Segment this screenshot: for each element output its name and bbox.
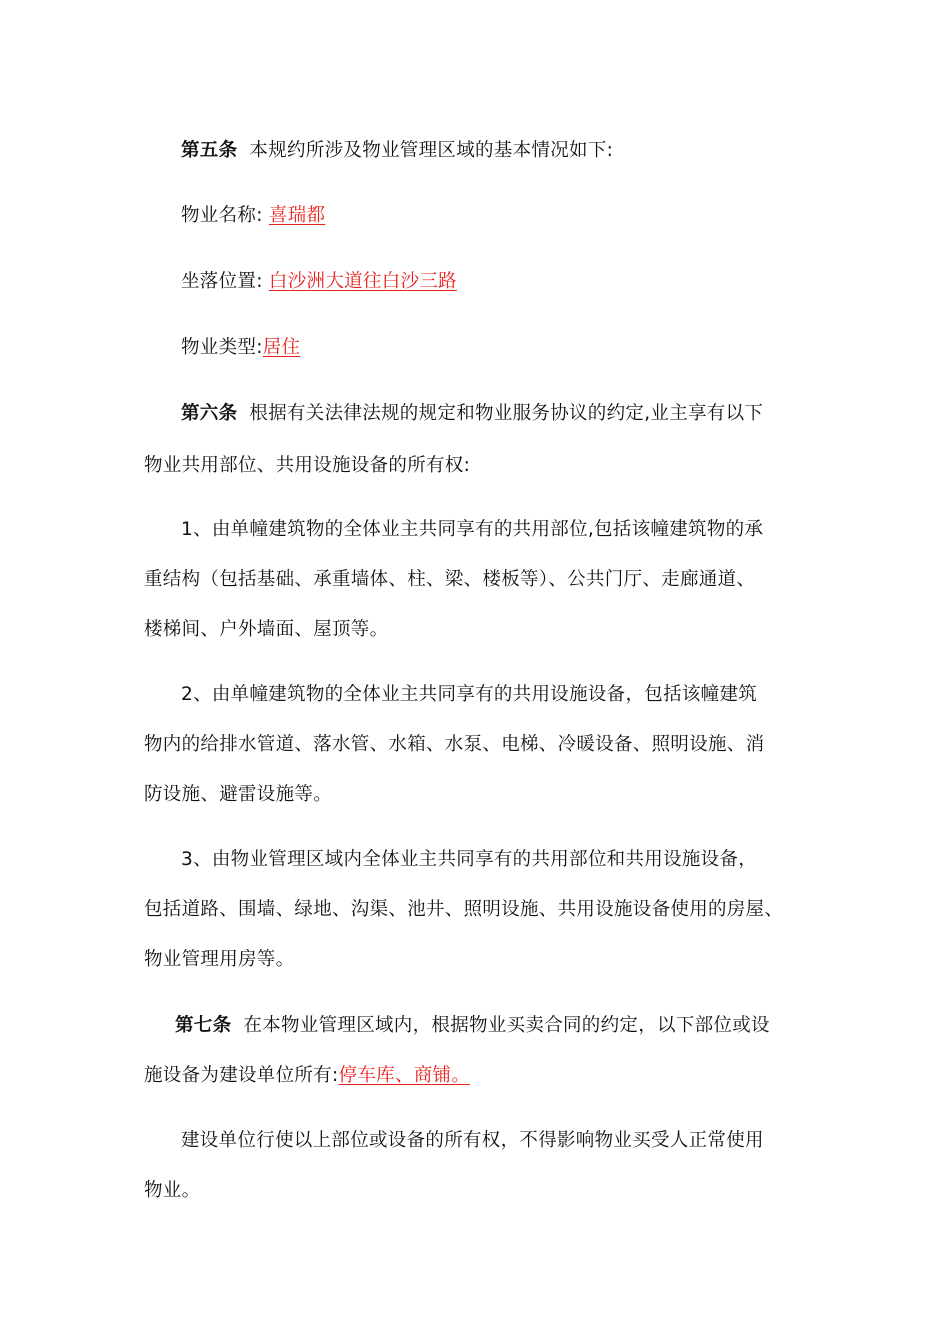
article-5-label: 第五条 xyxy=(181,140,238,161)
article-7-line-1 xyxy=(175,1013,770,1039)
article-6-item-3-line-2: 包括道路、围墙、绿地、沟渠、池井、照明设施、共用设施设备使用的房屋、 xyxy=(144,899,784,920)
article-5-text: 本规约所涉及物业管理区域的基本情况如下: xyxy=(249,140,614,161)
property-location-row xyxy=(181,269,457,295)
property-type-value: 居住 xyxy=(262,337,301,358)
article-5-heading xyxy=(181,138,613,164)
article-6-item-2-line-3: 防设施、避雷设施等。 xyxy=(144,784,333,805)
property-name-value: 喜瑞都 xyxy=(268,205,326,226)
article-6-item-3-line-1: 3、由物业管理区域内全体业主共同享有的共用部位和共用设施设备， xyxy=(181,849,758,870)
article-6-label: 第六条 xyxy=(181,403,238,424)
article-6-item-1-line-1: 1、由单幢建筑物的全体业主共同享有的共用部位,包括该幢建筑物的承 xyxy=(181,519,764,540)
article-7-label: 第七条 xyxy=(175,1015,232,1036)
article-6-item-1-line-2: 重结构（包括基础、承重墙体、柱、梁、楼板等）、公共门厅、走廊通道、 xyxy=(144,569,756,590)
property-location-label: 坐落位置: xyxy=(181,271,263,292)
developer-owned-items: 停车库、商铺。 xyxy=(338,1065,471,1086)
property-name-label: 物业名称: xyxy=(181,205,263,226)
property-location-value: 白沙洲大道往白沙三路 xyxy=(268,271,457,292)
article-7-para-2-line-2: 物业。 xyxy=(144,1180,201,1201)
article-7-para-2-line-1: 建设单位行使以上部位或设备的所有权，不得影响物业买受人正常使用 xyxy=(181,1130,764,1151)
article-6-item-2-line-2: 物内的给排水管道、落水管、水箱、水泵、电梯、冷暖设备、照明设施、消 xyxy=(144,734,765,755)
article-7-text-1: 在本物业管理区域内，根据物业买卖合同的约定，以下部位或设 xyxy=(243,1015,770,1036)
property-name-row xyxy=(181,203,325,229)
property-type-row xyxy=(181,335,300,361)
property-type-label: 物业类型: xyxy=(181,337,263,358)
article-6-item-1-line-3: 楼梯间、户外墙面、屋顶等。 xyxy=(144,619,389,640)
article-6-intro-1: 根据有关法律法规的规定和物业服务协议的约定,业主享有以下 xyxy=(249,403,764,424)
article-7-text-2: 施设备为建设单位所有: xyxy=(144,1065,339,1086)
article-6-line-1 xyxy=(181,401,763,427)
article-6-line-2: 物业共用部位、共用设施设备的所有权: xyxy=(144,455,471,476)
article-6-item-3-line-3: 物业管理用房等。 xyxy=(144,949,295,970)
article-6-item-2-line-1: 2、由单幢建筑物的全体业主共同享有的共用设施设备，包括该幢建筑 xyxy=(181,684,758,705)
article-7-line-2 xyxy=(144,1063,470,1089)
